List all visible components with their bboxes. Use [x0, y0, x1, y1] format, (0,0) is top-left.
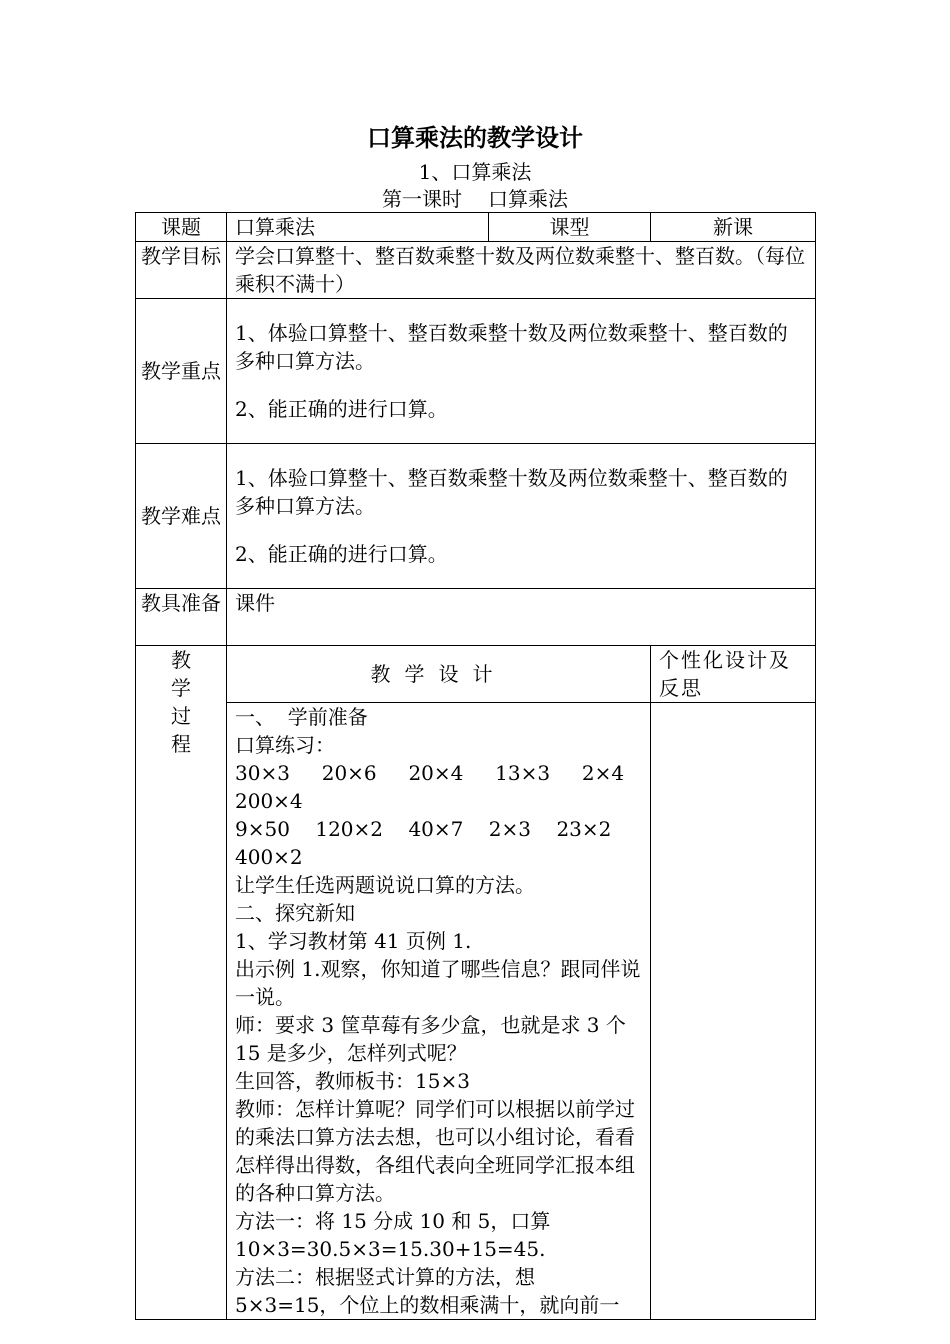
process-line: 400×2 [235, 845, 303, 869]
process-label-char: 程 [171, 732, 191, 756]
period-heading [0, 183, 950, 212]
reflection-header: 个性化设计及反思 [651, 646, 816, 703]
type-label: 课型 [489, 213, 651, 242]
goal-label: 教学目标 [136, 242, 227, 299]
key-line-1: 1、体验口算整十、整百数乘整十数及两位数乘整十、整百数的多种口算方法。 [235, 321, 788, 373]
course-label: 课题 [136, 213, 227, 242]
reflection-cell [651, 703, 816, 1320]
difficulty-row [136, 444, 816, 589]
process-line: 一、 学前准备 [235, 705, 368, 729]
process-label-char: 教 [171, 648, 191, 672]
process-line: 让学生任选两题说说口算的方法。 [235, 873, 535, 897]
process-content [227, 703, 651, 1320]
process-line: 方法二：根据竖式计算的方法，想 5×3=15，个位上的数相乘满十，就向前一 [235, 1265, 620, 1317]
process-line: 口算练习： [235, 733, 335, 757]
process-line: 出示例 1.观察，你知道了哪些信息？跟同伴说一说。 [235, 957, 641, 1009]
course-row [136, 213, 816, 242]
process-line: 教师：怎样计算呢？同学们可以根据以前学过的乘法口算方法去想，也可以小组讨论，看看怎样得出得数，各组代表向全班同学汇报本组的各种口算方法。 [235, 1097, 635, 1205]
process-content-row [136, 703, 816, 1320]
process-label-char: 学 [171, 676, 191, 700]
goal-text: 学会口算整十、整百数乘整十数及两位数乘整十、整百数。（每位乘积不满十） [227, 242, 816, 299]
process-line: 方法一：将 15 分成 10 和 5，口算 10×3=30.5×3=15.30+15=45. [235, 1209, 551, 1261]
tools-row [136, 589, 816, 646]
process-line: 30×3 20×6 20×4 13×3 2×4 [235, 761, 625, 785]
difficulty-line-2: 2、能正确的进行口算。 [235, 542, 448, 566]
tools-value: 课件 [227, 589, 816, 646]
difficulty-cell [227, 444, 816, 589]
process-line: 9×50 120×2 40×7 2×3 23×2 [235, 817, 612, 841]
process-line: 1、学习教材第 41 页例 1. [235, 929, 472, 953]
key-label: 教学重点 [136, 299, 227, 444]
process-line: 200×4 [235, 789, 303, 813]
period-label: 第一课时 [382, 187, 462, 211]
period-topic: 口算乘法 [488, 187, 568, 211]
document-title: 口算乘法的教学设计 [367, 123, 583, 152]
goal-row [136, 242, 816, 299]
difficulty-label: 教学难点 [136, 444, 227, 589]
process-label-char: 过 [171, 704, 191, 728]
key-row [136, 299, 816, 444]
key-line-2: 2、能正确的进行口算。 [235, 397, 448, 421]
process-label [136, 646, 227, 1320]
process-line: 二、探究新知 [235, 901, 355, 925]
process-line: 生回答，教师板书：15×3 [235, 1069, 470, 1093]
difficulty-line-1: 1、体验口算整十、整百数乘整十数及两位数乘整十、整百数的多种口算方法。 [235, 466, 788, 518]
course-value: 口算乘法 [227, 213, 489, 242]
lesson-heading: 1、口算乘法 [418, 160, 532, 184]
design-header: 教学设计 [227, 646, 651, 703]
type-value: 新课 [651, 213, 816, 242]
key-cell [227, 299, 816, 444]
lesson-plan-table [135, 212, 816, 1320]
design-header-row [136, 646, 816, 703]
tools-label: 教具准备 [136, 589, 227, 646]
process-line: 师：要求 3 筐草莓有多少盒，也就是求 3 个 15 是多少，怎样列式呢？ [235, 1013, 626, 1065]
